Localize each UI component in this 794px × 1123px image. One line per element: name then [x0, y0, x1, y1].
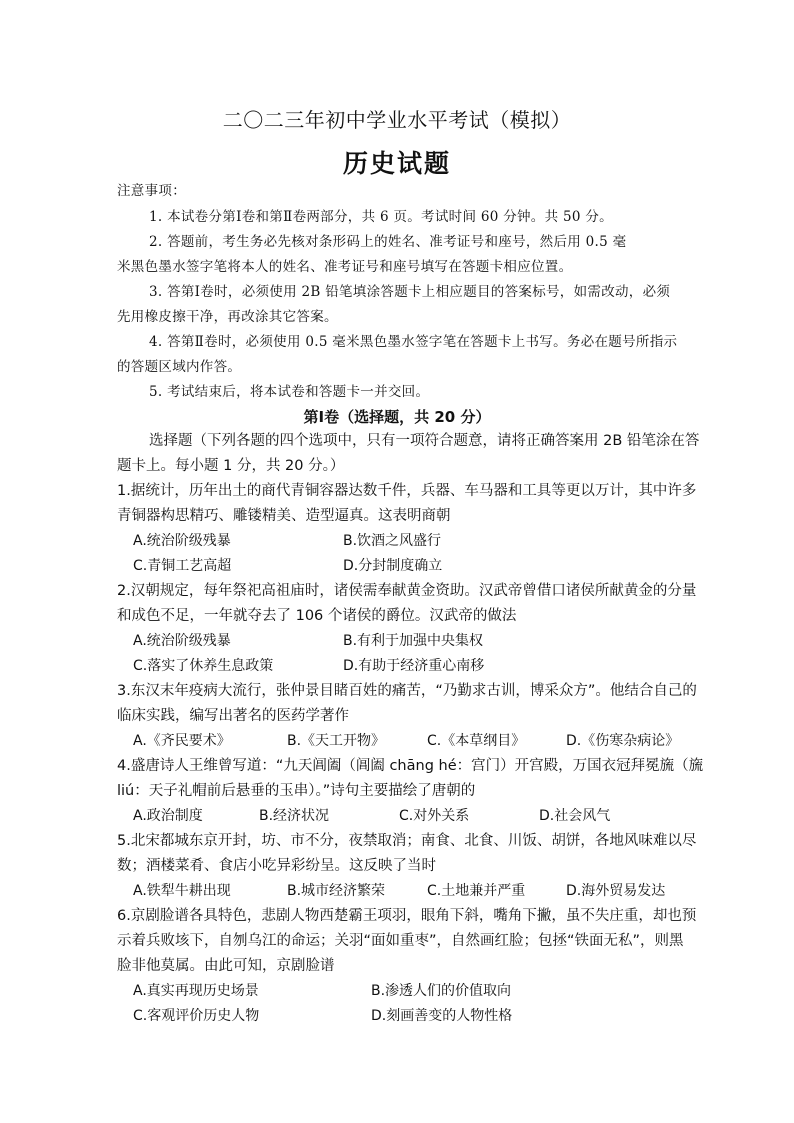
answer-option: B.有利于加强中央集权 [343, 633, 484, 649]
answer-option: C.对外关系 [399, 808, 470, 824]
notice-line: 3. 答第Ⅰ卷时，必须使用 2B 铅笔填涂答题卡上相应题目的答案标号，如需改动，必须 [149, 284, 671, 300]
answer-option: A.《齐民要术》 [133, 733, 231, 749]
section-instruction: 题卡上。每小题 1 分，共 20 分。） [117, 458, 345, 474]
question-stem: 1.据统计，历年出土的商代青铜容器达数千件，兵器、车马器和工具等更以万计，其中许多 [117, 483, 697, 499]
answer-option: A.统治阶级残暴 [133, 533, 231, 549]
answer-option: D.海外贸易发达 [566, 883, 666, 899]
question-stem: 3.东汉末年疫病大流行，张仲景目睹百姓的痛苦，“乃勤求古训，博采众方”。他结合自己的 [117, 683, 697, 699]
notice-line: 的答题区域内作答。 [117, 359, 242, 375]
answer-option: B.经济状况 [259, 808, 330, 824]
question-stem: 4.盛唐诗人王维曾写道：“九天阊阖（阊阖 chāng hé：宫门）开宫殿，万国衣冠拜冕旒（旒 [117, 758, 704, 774]
answer-option: A.统治阶级残暴 [133, 633, 231, 649]
notice-line: 1. 本试卷分第Ⅰ卷和第Ⅱ卷两部分，共 6 页。考试时间 60 分钟。共 50 分。 [149, 209, 613, 225]
question-stem: 示着兵败垓下，自刎乌江的命运；关羽“面如重枣”，自然画红脸；包拯“铁面无私”，则黑 [117, 933, 684, 949]
notice-line: 5. 考试结束后，将本试卷和答题卡一并交回。 [149, 384, 430, 400]
question-stem: 和成色不足，一年就夺去了 106 个诸侯的爵位。汉武帝的做法 [117, 608, 517, 624]
question-stem: 5.北宋都城东京开封，坊、市不分，夜禁取消；南食、北食、川饭、胡饼，各地风味难以尽 [117, 833, 697, 849]
answer-option: A.真实再现历史场景 [133, 983, 259, 999]
question-stem: 2.汉朝规定，每年祭祀高祖庙时，诸侯需奉献黄金资助。汉武帝曾借口诸侯所献黄金的分量 [117, 583, 697, 599]
question-stem: 临床实践，编写出著名的医药学著作 [117, 708, 349, 724]
notice-line: 2. 答题前，考生务必先核对条形码上的姓名、准考证号和座号，然后用 0.5 毫 [149, 234, 627, 250]
subject-title: 历史试题 [342, 149, 451, 178]
notice-line: 米黑色墨水签字笔将本人的姓名、准考证号和座号填写在答题卡相应位置。 [117, 259, 573, 275]
answer-option: A.铁犁牛耕出现 [133, 883, 231, 899]
question-stem: 脸非他莫属。由此可知，京剧脸谱 [117, 958, 335, 974]
exam-title: 二〇二三年初中学业水平考试（模拟） [222, 108, 572, 132]
answer-option: D.有助于经济重心南移 [343, 658, 485, 674]
answer-option: B.城市经济繁荣 [287, 883, 386, 899]
answer-option: D.社会风气 [539, 808, 611, 824]
answer-option: B.饮酒之风盛行 [343, 533, 442, 549]
answer-option: C.《本草纲目》 [427, 733, 526, 749]
answer-option: A.政治制度 [133, 808, 203, 824]
answer-option: C.客观评价历史人物 [133, 1008, 260, 1024]
question-stem: 6.京剧脸谱各具特色，悲剧人物西楚霸王项羽，眼角下斜，嘴角下撇，虽不失庄重，却也预 [117, 908, 697, 924]
question-stem: liú：天子礼帽前后悬垂的玉串）。”诗句主要描绘了唐朝的 [117, 783, 476, 799]
answer-option: D.《伤寒杂病论》 [566, 733, 680, 749]
answer-option: D.刻画善变的人物性格 [371, 1008, 513, 1024]
answer-option: D.分封制度确立 [343, 558, 443, 574]
notice-heading: 注意事项： [117, 183, 186, 199]
section-instruction: 选择题（下列各题的四个选项中，只有一项符合题意，请将正确答案用 2B 铅笔涂在答 [149, 433, 700, 449]
section-heading: 第Ⅰ卷（选择题，共 20 分） [303, 408, 491, 426]
question-stem: 数；酒楼菜肴、食店小吃异彩纷呈。这反映了当时 [117, 858, 436, 874]
answer-option: C.土地兼并严重 [427, 883, 526, 899]
answer-option: C.落实了休养生息政策 [133, 658, 274, 674]
notice-line: 4. 答第Ⅱ卷时，必须使用 0.5 毫米黑色墨水签字笔在答题卡上书写。务必在题号所指示 [149, 334, 678, 350]
question-stem: 青铜器构思精巧、雕镂精美、造型逼真。这表明商朝 [117, 508, 451, 524]
answer-option: B.《天工开物》 [287, 733, 386, 749]
answer-option: C.青铜工艺高超 [133, 558, 232, 574]
answer-option: B.渗透人们的价值取向 [371, 983, 512, 999]
notice-line: 先用橡皮擦干净，再改涂其它答案。 [117, 309, 338, 325]
